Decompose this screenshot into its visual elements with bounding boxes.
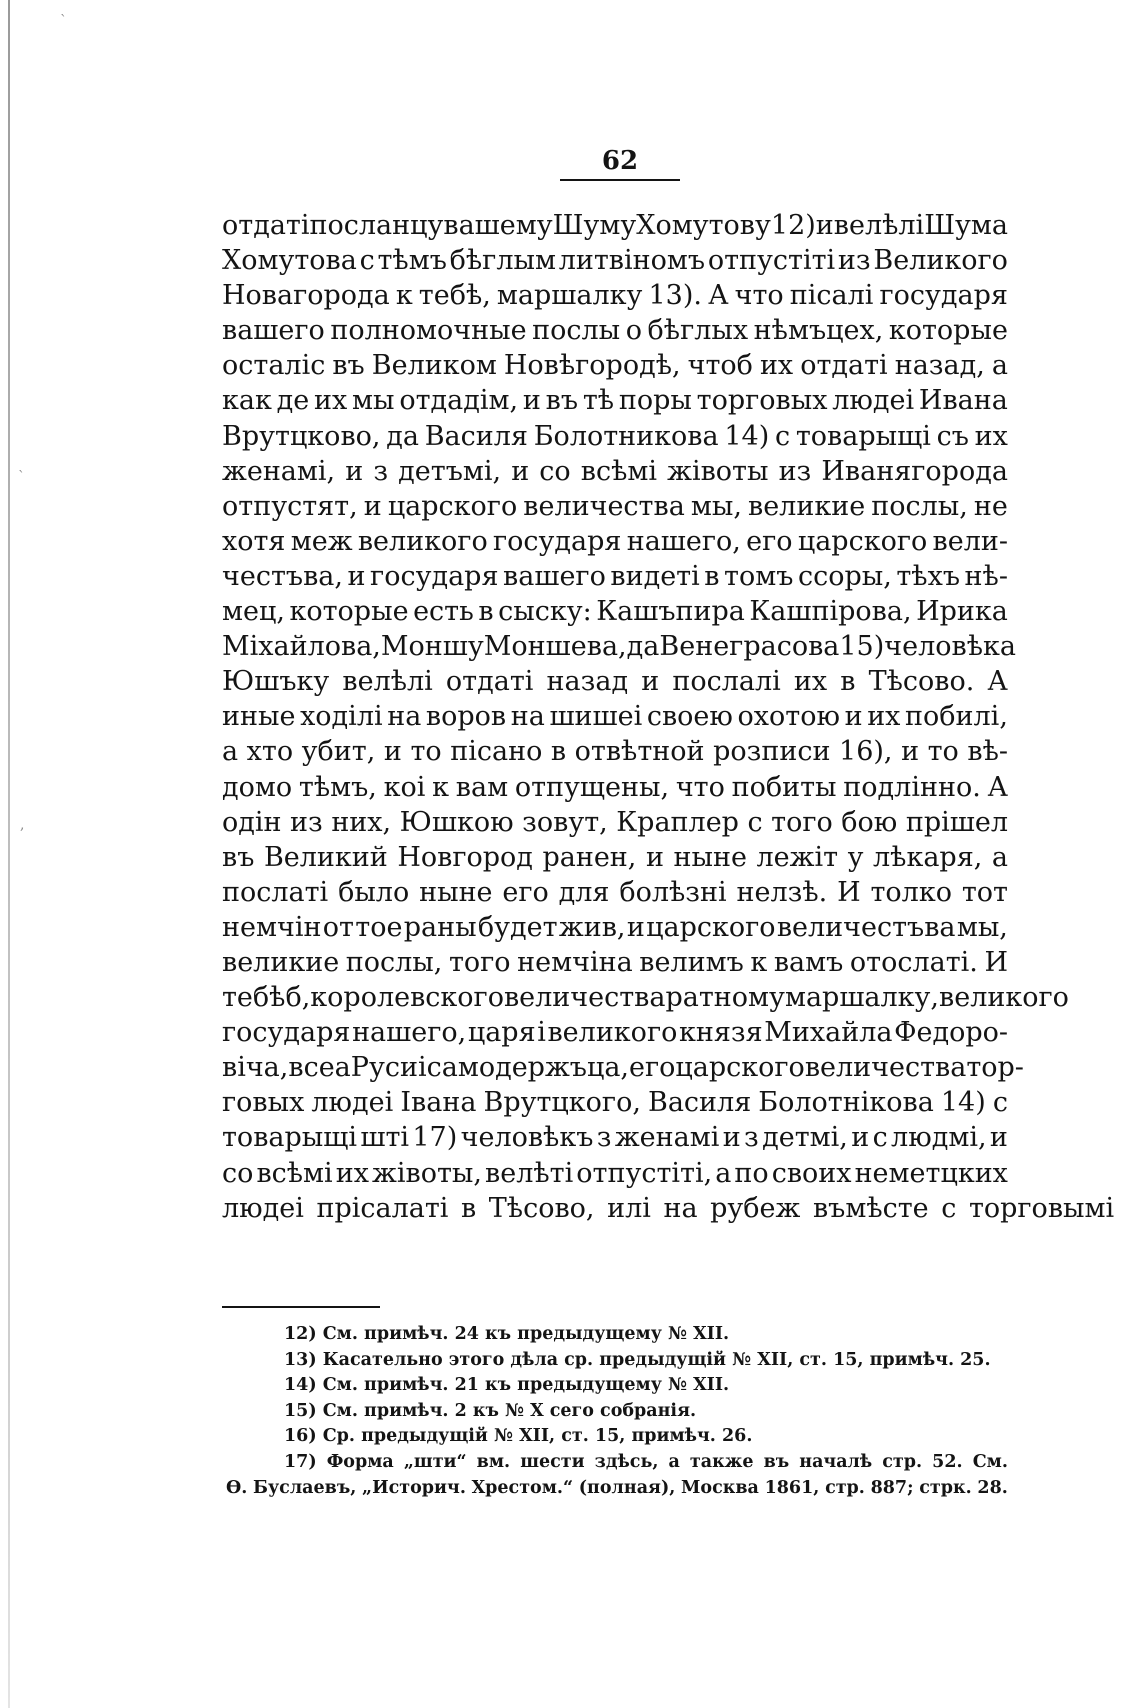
margin-mark: , — [20, 817, 25, 833]
text-line: тебѣ б, королевского величества ратному маршалку, великого — [222, 982, 1069, 1014]
margin-mark: ` — [18, 469, 25, 485]
text-line: мец, которые есть в сыску: Кашъпира Кашпірова, Ирика — [222, 596, 1008, 628]
text-line: честъва, и государя вашего видеті в томъ ссоры, тѣхъ нѣ- — [222, 560, 1008, 592]
text-line: одін из них, Юшкою зовут, Краплер с того бою прішел — [222, 806, 1008, 838]
footnote-line: 12) См. примѣч. 24 къ предыдущему № XII. — [284, 1324, 730, 1344]
text-line: отдаті посланцу вашему Шуму Хомутову 12) и велѣлі Шума — [222, 210, 1008, 241]
footnote-line: 15) См. примѣч. 2 къ № X сего собранія. — [284, 1400, 697, 1421]
text-line: товарыщі штi 17) человѣкъ з женамі и з детмі, и с людмі, и — [222, 1122, 1008, 1154]
text-line: женамі, и з детъмі, и со всѣмі жівоты из Иванягорода — [222, 455, 1008, 487]
text-line: а хто убит, и то пісано в отвѣтной розписи 16), и то вѣ- — [222, 736, 1008, 768]
page-left-edge — [8, 0, 10, 1708]
text-line: говых людеі Івана Врутцкого, Василя Болотнікова 14) с — [222, 1087, 1008, 1119]
text-line: со всѣмі их жівоты, велѣті отпустіті, а по своих неметцких — [222, 1157, 1008, 1189]
text-line: въ Великий Новгород ранен, и ныне лежіт у лѣкаря, а — [222, 841, 1008, 873]
text-line: Міхайлова, Моншу Моншева, да Венеграсова 15) человѣка — [222, 631, 1016, 663]
footnote-line: 14) См. примѣч. 21 къ предыдущему № XII. — [284, 1375, 730, 1396]
text-line: вашего полномочные послы о бѣглых нѣмъцех, которые — [222, 315, 1008, 347]
text-line: отпустят, и царского величества мы, великие послы, не — [222, 490, 1008, 522]
footnote-separator — [222, 1306, 380, 1308]
footnote-line: 13) Касательно этого дѣла ср. предыдущій № XII, ст. 15, примѣч. 25. — [284, 1349, 991, 1370]
text-line: людеі прісалаті в Тѣсово, илі на рубеж въмѣсте с торговымі — [222, 1192, 1115, 1224]
text-line: хотя меж великого государя нашего, его царского вели- — [222, 525, 1008, 557]
margin-mark: ` — [60, 13, 67, 29]
page-number-rule — [560, 179, 680, 181]
text-line: віча, всеа Русиі самодержъца, его царского величества тор- — [222, 1052, 1024, 1084]
text-line: домо тѣмъ, коі к вам отпущены, что побиты подлінно. А — [222, 771, 1008, 803]
text-line: как де их мы отдадім, и въ тѣ поры торговых людеі Ивана — [222, 385, 1008, 417]
text-line: государя нашего, царя і великого князя Михайла Федоро- — [222, 1017, 1008, 1049]
text-line: Врутцково, да Василя Болотникова 14) с товарыщі съ их — [222, 420, 1008, 452]
text-line: Юшъку велѣлі отдаті назад и послалі их в Тѣсово. А — [222, 666, 1008, 698]
footnote-line: Ѳ. Буслаевъ, „Историч. Хрестом.“ (полная), Москва 1861, стр. 887; стрк. 28. — [226, 1477, 1008, 1498]
text-line: великие послы, того немчіна велимъ к вамъ отослаті. И — [222, 946, 1008, 978]
text-line: Новагорода к тебѣ, маршалку 13). А что пісалі государя — [222, 280, 1008, 312]
footnote-line: 17) Форма „шти“ вм. шести здѣсь, а также въ началѣ стр. 52. См. — [284, 1451, 1008, 1472]
text-line: иные ходілі на воров на шишеі своею охотою и их побилі, — [222, 701, 1008, 733]
footnotes — [222, 1322, 1008, 1501]
main-text — [222, 208, 1115, 1226]
text-line: Хомутова с тѣмъ бѣглым литвіномъ отпустіті из Великого — [222, 245, 1008, 277]
page-number: 62 — [601, 146, 639, 176]
text-line: осталіс въ Великом Новѣгородѣ, чтоб их отдаті назад, а — [222, 350, 1008, 382]
footnote-line: 16) Ср. предыдущій № XII, ст. 15, примѣч. 26. — [284, 1426, 753, 1447]
text-line: немчін от тое раны будет жив, и царского величестъва мы, — [222, 911, 1008, 943]
text-line: послаті было ныне его для болѣзні нелзѣ. И толко тот — [222, 876, 1008, 908]
